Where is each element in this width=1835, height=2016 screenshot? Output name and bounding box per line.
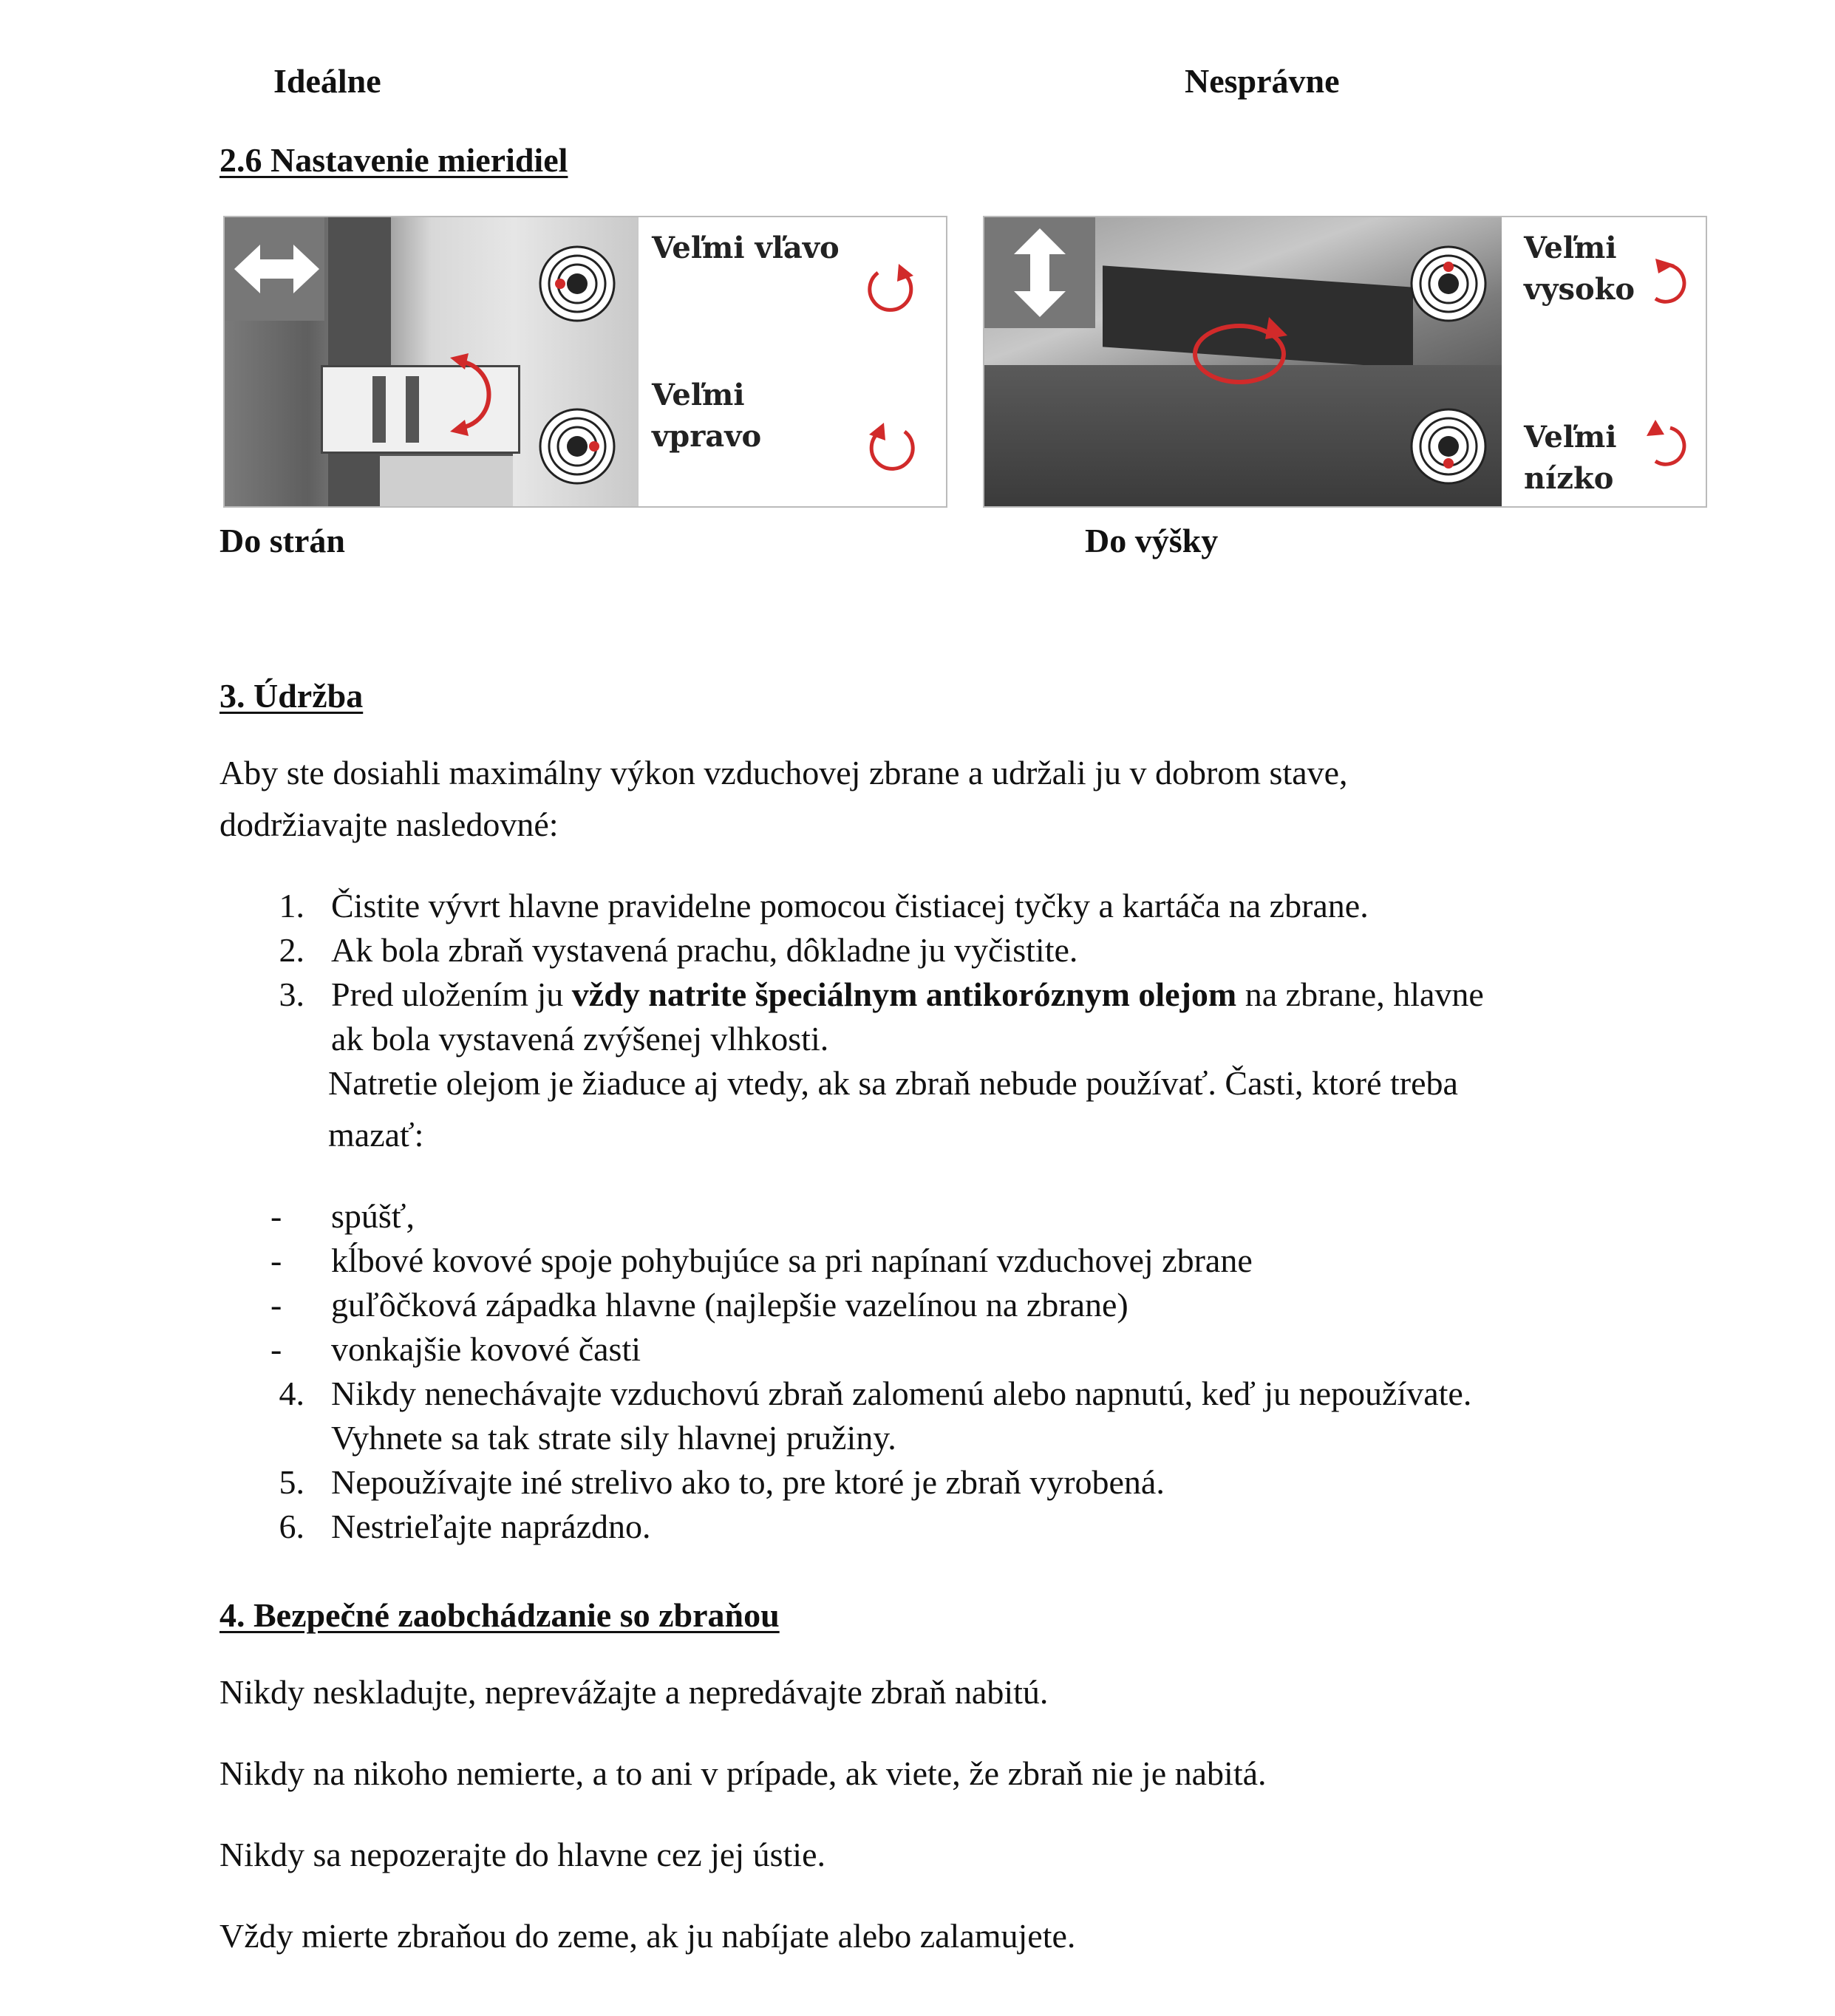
label-too-high-1: Veľmi [1524, 231, 1617, 265]
label-too-right-2: vpravo [652, 419, 762, 454]
header-ideal: Ideálne [273, 62, 381, 100]
section-4-title: 4. Bezpečné zaobchádzanie so zbraňou [219, 1596, 780, 1634]
caption-windage: Do strán [219, 522, 345, 559]
emphasis-oil: vždy natrite špeciálnym antikoróznym olejom [571, 975, 1237, 1013]
note-line-2: mazať: [328, 1116, 424, 1154]
header-wrong: Nesprávne [1185, 62, 1340, 100]
target-high-icon [1408, 243, 1489, 324]
windage-figure [223, 216, 947, 508]
section-26-title: 2.6 Nastavenie mieridiel [219, 141, 568, 179]
label-too-left: Veľmi vľavo [652, 231, 840, 265]
caption-elevation: Do výšky [1085, 522, 1219, 559]
rotate-cw-small-icon [1641, 254, 1700, 313]
label-too-high-2: vysoko [1524, 272, 1635, 307]
safety-paragraph: Nikdy sa nepozerajte do hlavne cez jej ústie. [219, 1836, 826, 1873]
safety-paragraph: Vždy mierte zbraňou do zeme, ak ju nabíjate alebo zalamujete. [219, 1917, 1076, 1955]
rotate-ccw-small-icon [1641, 417, 1700, 476]
safety-paragraph: Nikdy na nikoho nemierte, a to ani v prípade, ak viete, že zbraň nie je nabitá. [219, 1754, 1267, 1792]
horizontal-arrow-icon [231, 236, 323, 302]
target-low-icon [1408, 406, 1489, 487]
elevation-figure [983, 216, 1707, 508]
elevation-wheel-arrow-icon [1184, 313, 1295, 395]
intro-line-2: dodržiavajte nasledovné: [219, 806, 559, 843]
label-too-low-2: nízko [1524, 461, 1614, 496]
safety-paragraph: Nikdy neskladujte, neprevážajte a nepredávajte zbraň nabitú. [219, 1673, 1049, 1711]
intro-line-1: Aby ste dosiahli maximálny výkon vzduchovej zbrane a udržali ju v dobrom stave, [219, 754, 1348, 791]
label-too-low-1: Veľmi [1524, 420, 1617, 454]
note-line-1: Natretie olejom je žiaduce aj vtedy, ak sa zbraň nebude používať. Časti, ktoré treba [328, 1064, 1458, 1102]
target-left-icon [537, 243, 618, 324]
rotate-cw-icon [862, 258, 921, 317]
label-too-right-1: Veľmi [652, 378, 745, 412]
rotate-ccw-icon [862, 417, 921, 476]
section-3-title: 3. Údržba [219, 677, 364, 715]
target-right-icon [537, 406, 618, 487]
adjust-screw-arrow-icon [439, 350, 498, 439]
vertical-arrow-icon [1007, 225, 1073, 321]
